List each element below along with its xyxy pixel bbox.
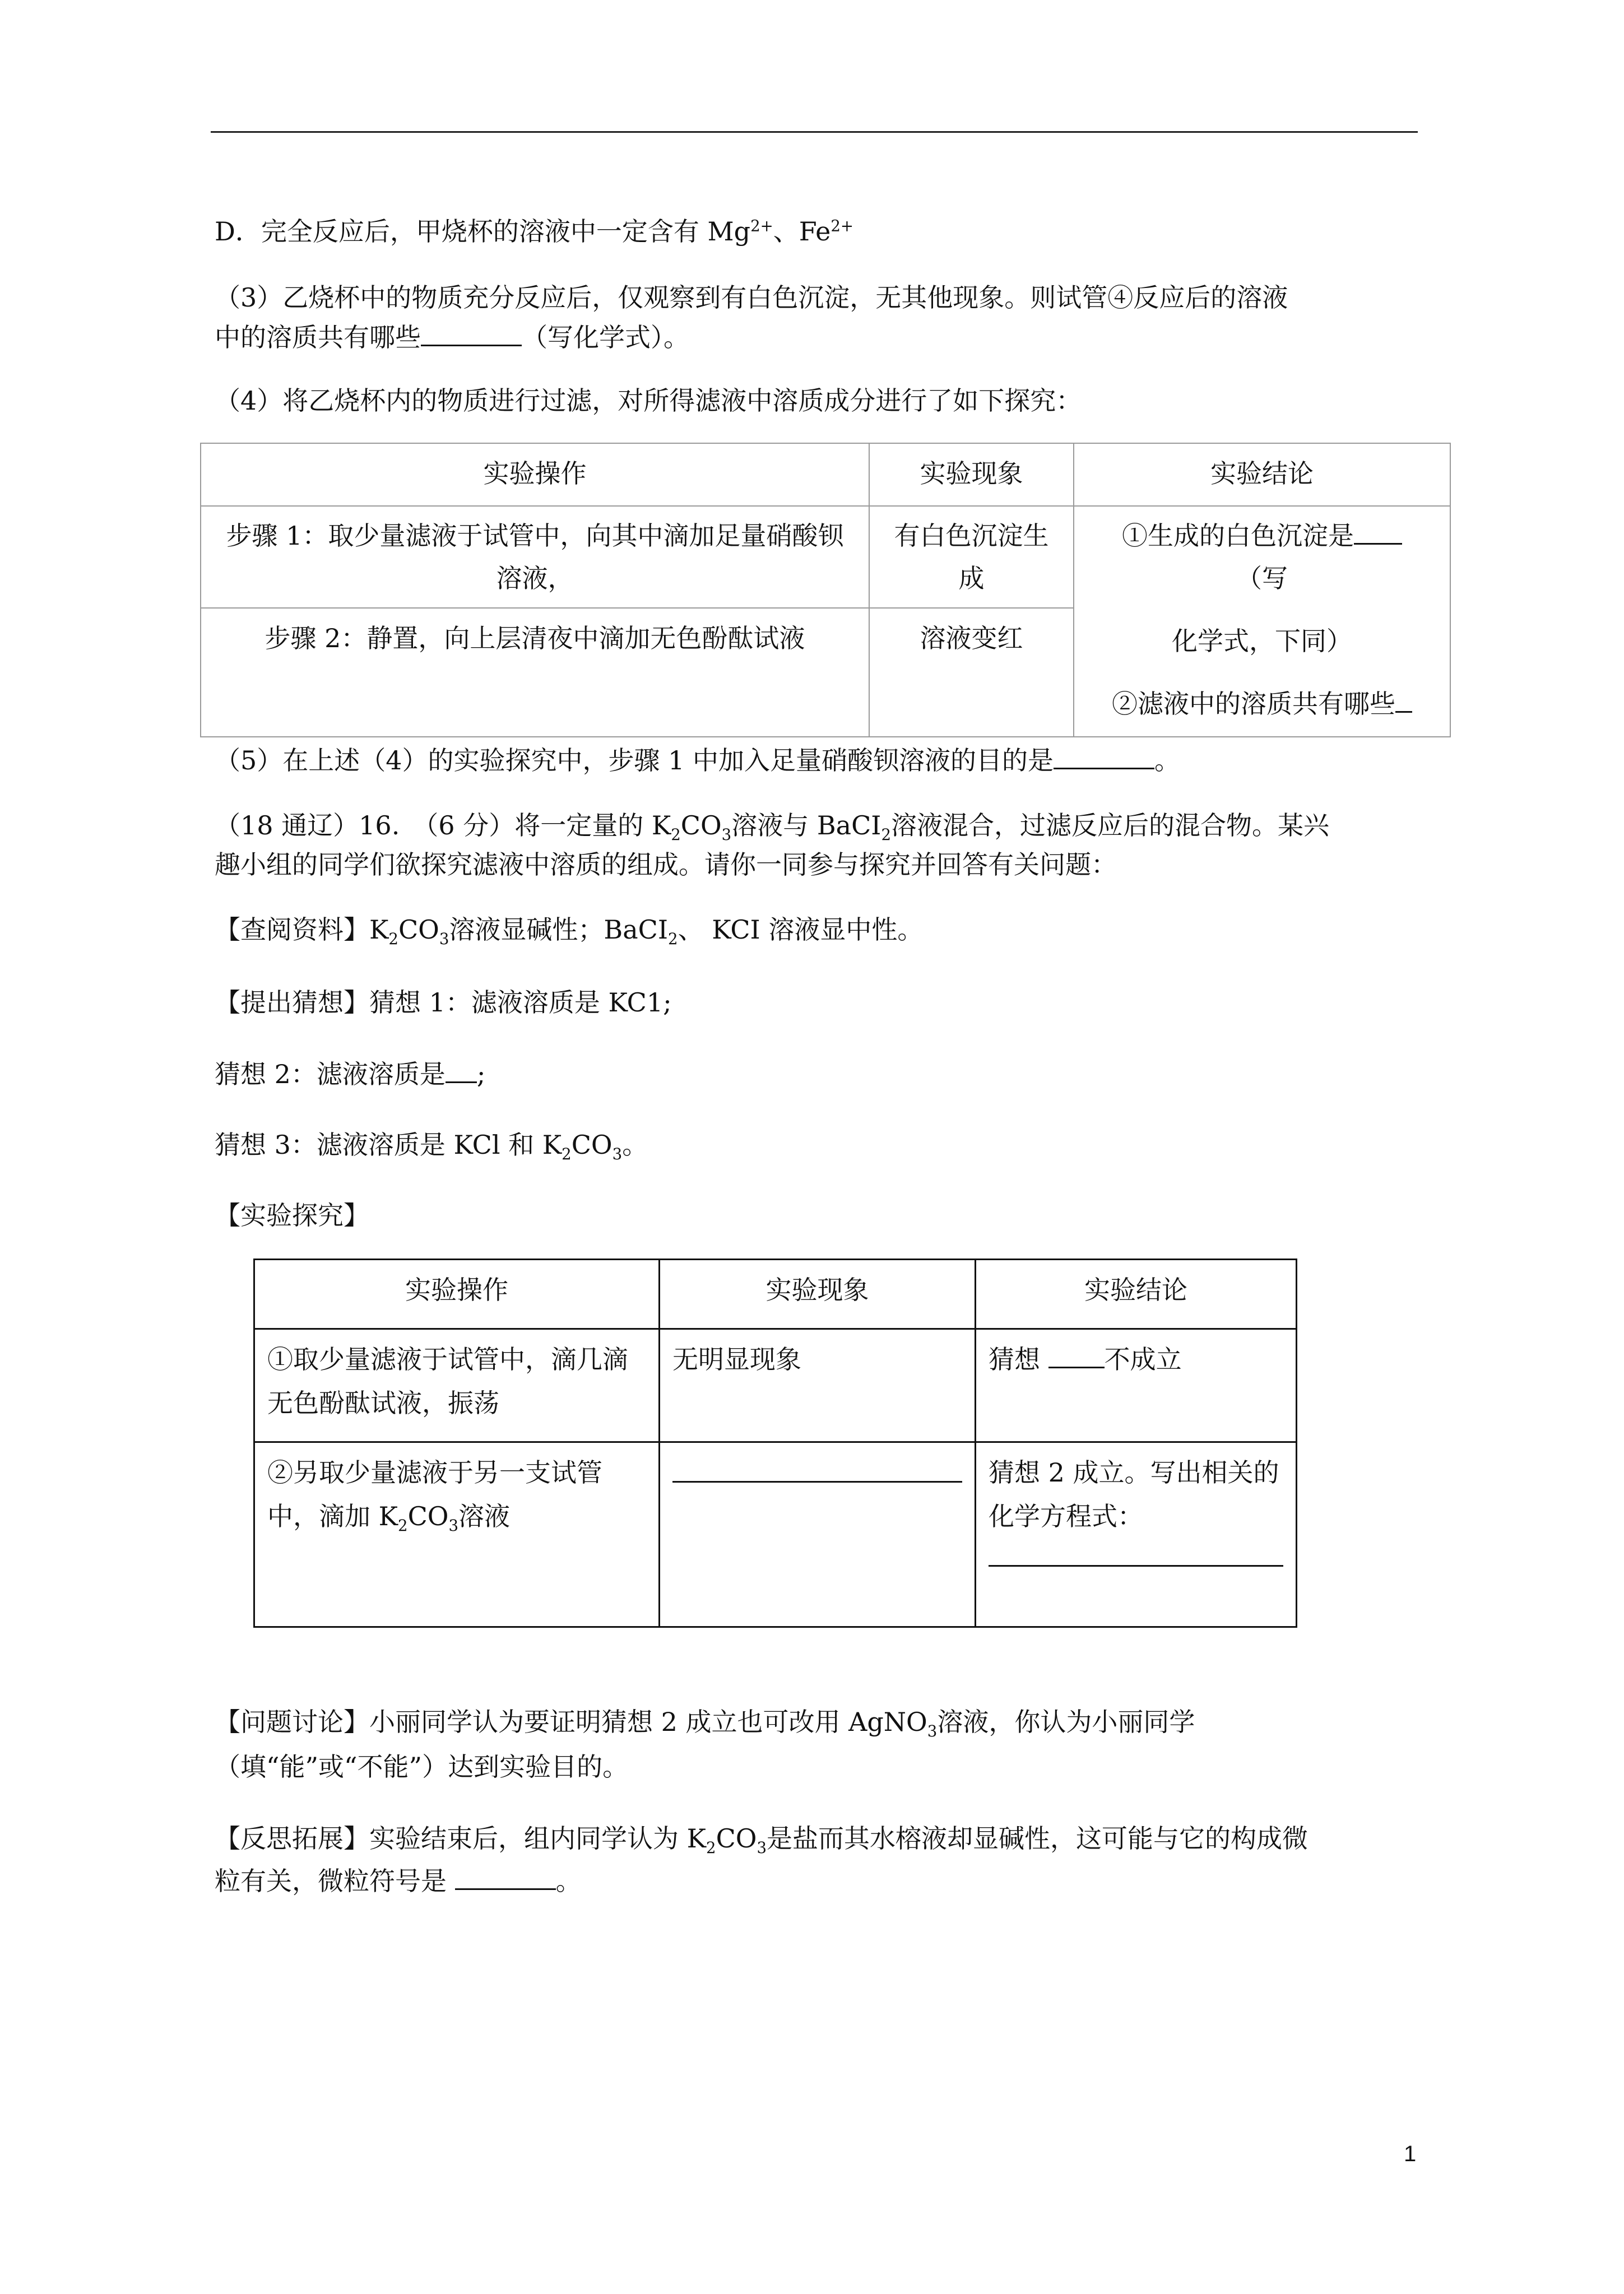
answer-blank[interactable]: [1395, 688, 1412, 713]
q16-text: 溶液混合，过滤反应后的混合物。某兴: [891, 810, 1330, 840]
info-text: 【查阅资料】K: [215, 914, 389, 945]
refl-text-end: 。: [555, 1866, 582, 1896]
subscript: 3: [757, 1838, 767, 1858]
conclusion-line-1: [1087, 514, 1437, 557]
reflection-line-1: [215, 1818, 1308, 1859]
superscript: 2+: [750, 216, 773, 235]
guess-3-text: 猜想 3：滤液溶质是 KCl 和 K: [215, 1130, 562, 1160]
row2-op-text: ②另取少量滤液于另一支试管中，滴加 K: [267, 1457, 602, 1531]
refl-text: CO: [716, 1823, 757, 1854]
question-4: （4）将乙烧杯内的物质进行过滤，对所得滤液中溶质成分进行了如下探究：: [215, 386, 1082, 416]
conclusion-line-1b: （写: [1236, 563, 1288, 593]
refl-text: 是盐而其水榕液却显碱性，这可能与它的构成微: [767, 1823, 1309, 1854]
option-d-text: D．完全反应后，甲烧杯的溶液中一定含有 Mg: [215, 216, 751, 247]
step2-operation: 步骤 2：静置，向上层清夜中滴加无色酚酞试液: [265, 623, 805, 653]
table-header: 实验现象: [765, 1275, 869, 1305]
conclusion-text: ①生成的白色沉淀是: [1122, 521, 1354, 551]
answer-blank[interactable]: [446, 1058, 477, 1083]
question-3-line-1: （3）乙烧杯中的物质充分反应后，仅观察到有白色沉淀，无其他现象。则试管④反应后的溶液: [215, 282, 1288, 313]
discussion-line-1: [215, 1701, 1195, 1743]
table-header: 实验操作: [483, 458, 587, 489]
answer-blank[interactable]: [1054, 745, 1154, 769]
row2-conclusion: [976, 1443, 1296, 1575]
question-16-line-2: 趣小组的同学们欲探究滤液中溶质的组成。请你一同参与探究并回答有关问题：: [215, 849, 1117, 880]
question-5: [215, 740, 1180, 781]
option-d-sep: 、Fe: [773, 216, 831, 247]
guess-3-text: CO: [571, 1130, 613, 1160]
answer-blank[interactable]: [421, 322, 522, 346]
q3-text: 中的溶质共有哪些: [215, 322, 421, 352]
q5-text-end: 。: [1154, 745, 1181, 775]
q16-text: （18 通辽）16. （6 分）将一定量的 K: [215, 810, 671, 840]
reflection-line-2: [215, 1860, 582, 1902]
row2-op-text: CO: [407, 1501, 449, 1531]
subscript: 3: [448, 1516, 459, 1535]
answer-blank[interactable]: [455, 1865, 556, 1890]
table-row: [254, 1329, 1297, 1442]
table-row: [254, 1442, 1297, 1627]
subscript: 2: [388, 930, 398, 949]
q3-text-end: （写化学式）。: [522, 322, 689, 352]
subscript: 3: [612, 1145, 623, 1164]
q16-text: 溶液与 BaCI: [731, 810, 881, 840]
guess-3-end: 。: [622, 1130, 648, 1160]
page-number: 1: [1404, 2142, 1417, 2166]
conclusion-text: ②滤液中的溶质共有哪些: [1112, 689, 1395, 719]
q16-text: CO: [680, 810, 722, 840]
subscript: 2: [668, 930, 678, 949]
guess-1: 【提出猜想】猜想 1：滤液溶质是 KC1;: [215, 987, 672, 1018]
subscript: 2: [398, 1516, 408, 1535]
question-16-line-1: [215, 805, 1329, 846]
table-row: [201, 506, 1450, 608]
q5-text: （5）在上述（4）的实验探究中，步骤 1 中加入足量硝酸钡溶液的目的是: [215, 745, 1054, 775]
subscript: 3: [927, 1722, 938, 1741]
row2-observation: [660, 1443, 975, 1490]
refl-text: 【反思拓展】实验结束后，组内同学认为 K: [215, 1823, 706, 1854]
guess-2-end: ;: [476, 1059, 486, 1089]
subscript: 2: [671, 825, 681, 844]
superscript: 2+: [830, 216, 854, 235]
table-header: 实验现象: [920, 458, 1023, 489]
row2-operation: [255, 1443, 658, 1546]
answer-blank[interactable]: [672, 1451, 962, 1483]
conclusion-line-2: 化学式，下同）: [1172, 626, 1352, 656]
experiment-table-1: [200, 443, 1451, 737]
discussion-line-2: （填“能”或“不能”）达到实验目的。: [215, 1752, 629, 1782]
disc-text: 溶液，你认为小丽同学: [937, 1707, 1195, 1737]
answer-blank[interactable]: [1048, 1344, 1105, 1368]
option-d: [215, 211, 853, 252]
reference-info: [215, 909, 923, 950]
disc-text: 【问题讨论】小丽同学认为要证明猜想 2 成立也可改用 AgNO: [215, 1707, 927, 1737]
subscript: 2: [562, 1145, 572, 1164]
row1-operation: ①取少量滤液于试管中，滴几滴无色酚酞试液，振荡: [267, 1344, 628, 1418]
row1-conclusion-text: 猜想: [989, 1344, 1048, 1374]
conclusion-line-3: [1087, 682, 1437, 725]
guess-3: [215, 1124, 648, 1165]
refl-text: 粒有关，微粒符号是: [215, 1866, 455, 1896]
table-header-row: [201, 443, 1450, 506]
row2-conclusion-text: 猜想 2 成立。写出相关的化学方程式：: [989, 1457, 1279, 1531]
experiment-table-2: [253, 1259, 1297, 1628]
info-text: 溶液显碱性；BaCI: [449, 914, 669, 945]
row1-conclusion: [976, 1330, 1296, 1389]
step1-observation: 有白色沉淀生成: [894, 521, 1049, 593]
guess-2-text: 猜想 2：滤液溶质是: [215, 1059, 446, 1089]
table-header: 实验结论: [1210, 458, 1314, 489]
subscript: 2: [706, 1838, 716, 1858]
table-header: 实验结论: [1084, 1275, 1187, 1305]
step1-operation: 步骤 1：取少量滤液于试管中，向其中滴加足量硝酸钡溶液，: [226, 521, 844, 593]
info-text: CO: [398, 914, 439, 945]
subscript: 3: [439, 930, 449, 949]
table-header-row: [254, 1260, 1297, 1329]
guess-2: [215, 1053, 485, 1095]
step2-observation: 溶液变红: [920, 623, 1023, 653]
question-3-line-2: [215, 317, 689, 358]
table-header: 实验操作: [405, 1275, 508, 1305]
experiment-heading: 【实验探究】: [215, 1200, 369, 1230]
answer-blank[interactable]: [1354, 520, 1402, 545]
row1-conclusion-text: 不成立: [1104, 1344, 1182, 1374]
conclusion-cell: [1074, 507, 1450, 733]
subscript: 3: [721, 825, 732, 844]
info-text: 、 KCI 溶液显中性。: [678, 914, 924, 945]
answer-blank[interactable]: [989, 1538, 1283, 1567]
row2-op-text: 溶液: [458, 1501, 511, 1531]
subscript: 2: [881, 825, 892, 844]
row1-observation: 无明显现象: [672, 1344, 801, 1374]
header-rule: [211, 131, 1418, 133]
